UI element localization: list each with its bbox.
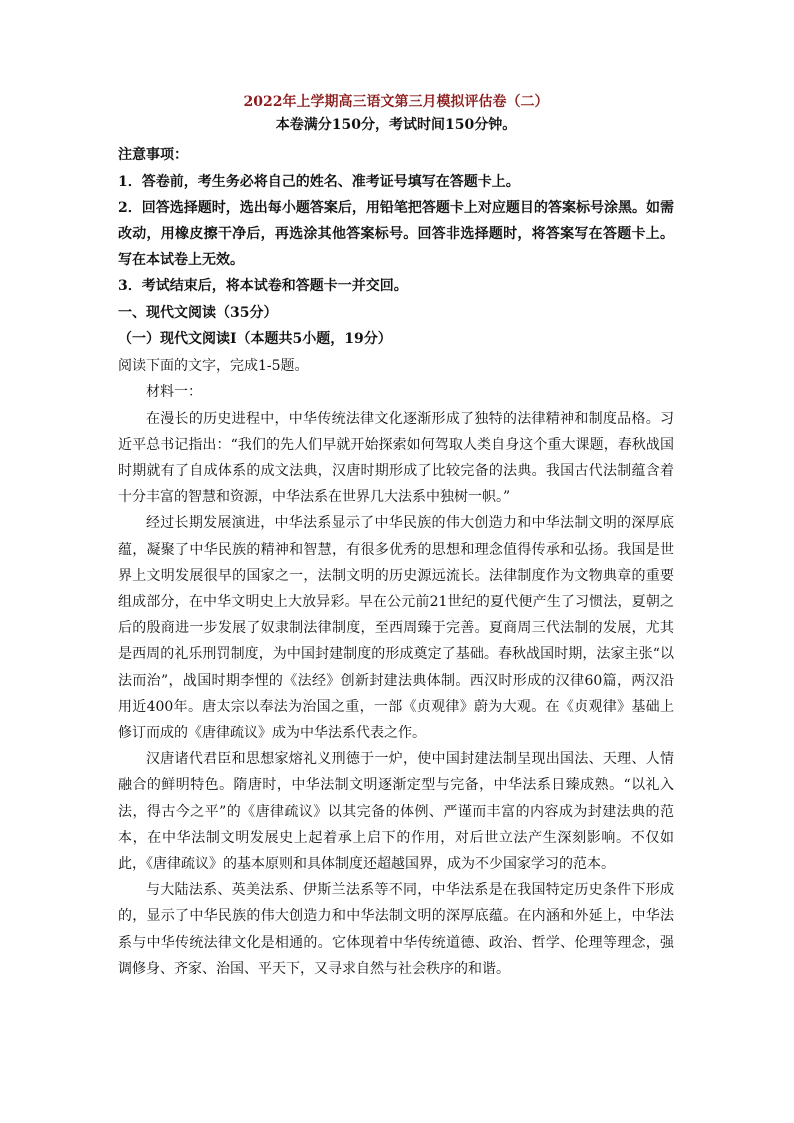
note-item-2: 2．回答选择题时，选出每小题答案后，用铅笔把答题卡上对应题目的答案标号涂黑。如需改动，用橡皮擦干净后，再选涂其他答案标号。回答非选择题时，将答案写在答题卡上。写在本试卷上无效。: [118, 199, 674, 269]
exam-page: [118, 92, 674, 982]
paragraph-3: 汉唐诸代君臣和思想家熔礼义刑德于一炉，使中国封建法制呈现出国法、天理、人情融合的鲜明特色。隋唐时，中华法制文明逐渐定型与完备，中华法系日臻成熟。“以礼入法，得古今之平”的《唐律疏议》以其完备的体例、严谨而丰富的内容成为封建法典的范本，在中华法制文明发展史上起着承上启下的作用，对后世立法产生深刻影响。不仅如此，《唐律疏议》的基本原则和具体制度还超越国界，成为不少国家学习的范本。: [118, 751, 674, 872]
notes-heading: 注意事项：: [118, 147, 188, 163]
exam-title: 2022年上学期高三语文第三月模拟评估卷（二）: [243, 94, 549, 110]
material-label: 材料一：: [146, 384, 202, 401]
note-item-1: 1．答卷前，考生务必将自己的姓名、准考证号填写在答题卡上。: [118, 173, 520, 190]
paragraph-4: 与大陆法系、英美法系、伊斯兰法系等不同，中华法系是在我国特定历史条件下形成的，显示了中华民族的伟大创造力和中华法制文明的深厚底蕴。在内涵和外延上，中华法系与中华传统法律文化是相通的。它体现着中华传统道德、政治、哲学、伦理等理念，强调修身、齐家、治国、平天下，又寻求自然与社会秩序的和谐。: [118, 882, 674, 977]
reading-instruction: 阅读下面的文字，完成1-5题。: [118, 357, 309, 374]
note-item-3: 3．考试结束后，将本试卷和答题卡一并交回。: [118, 278, 408, 295]
section-subheading: （一）现代文阅读Ⅰ（本题共5小题，19分）: [118, 331, 392, 348]
paragraph-2: 经过长期发展演进，中华法系显示了中华民族的伟大创造力和中华法制文明的深厚底蕴，凝聚了中华民族的精神和智慧，有很多优秀的思想和理念值得传承和弘扬。我国是世界上文明发展很早的国家之一，法制文明的历史源远流长。法律制度作为文物典章的重要组成部分，在中华文明史上大放异彩。早在公元前21世纪的夏代便产生了习惯法，夏朝之后的殷商进一步发展了奴隶制法律制度，至西周臻于完善。夏商周三代法制的发展，尤其是西周的礼乐刑罚制度，为中国封建制度的形成奠定了基础。春秋战国时期，法家主张“以法而治”，战国时期李悝的《法经》创新封建法典体制。西汉时形成的汉律60篇，两汉沿用近400年。唐太宗以奉法为治国之重，一部《贞观律》蔚为大观。在《贞观律》基础上修订而成的《唐律疏议》成为中华法系代表之作。: [118, 515, 674, 741]
paragraph-1: 在漫长的历史进程中，中华传统法律文化逐渐形成了独特的法律精神和制度品格。习近平总书记指出：“我们的先人们早就开始探索如何驾取人类自身这个重大课题，春秋战国时期就有了自成体系的成文法典，汉唐时期形成了比较完备的法典。我国古代法制蕴含着十分丰富的智慧和资源，中华法系在世界几大法系中独树一帜。”: [118, 410, 674, 506]
exam-subtitle: 本卷满分150分，考试时间150分钟。: [275, 117, 517, 133]
section-heading: 一、现代文阅读（35分）: [118, 304, 278, 321]
